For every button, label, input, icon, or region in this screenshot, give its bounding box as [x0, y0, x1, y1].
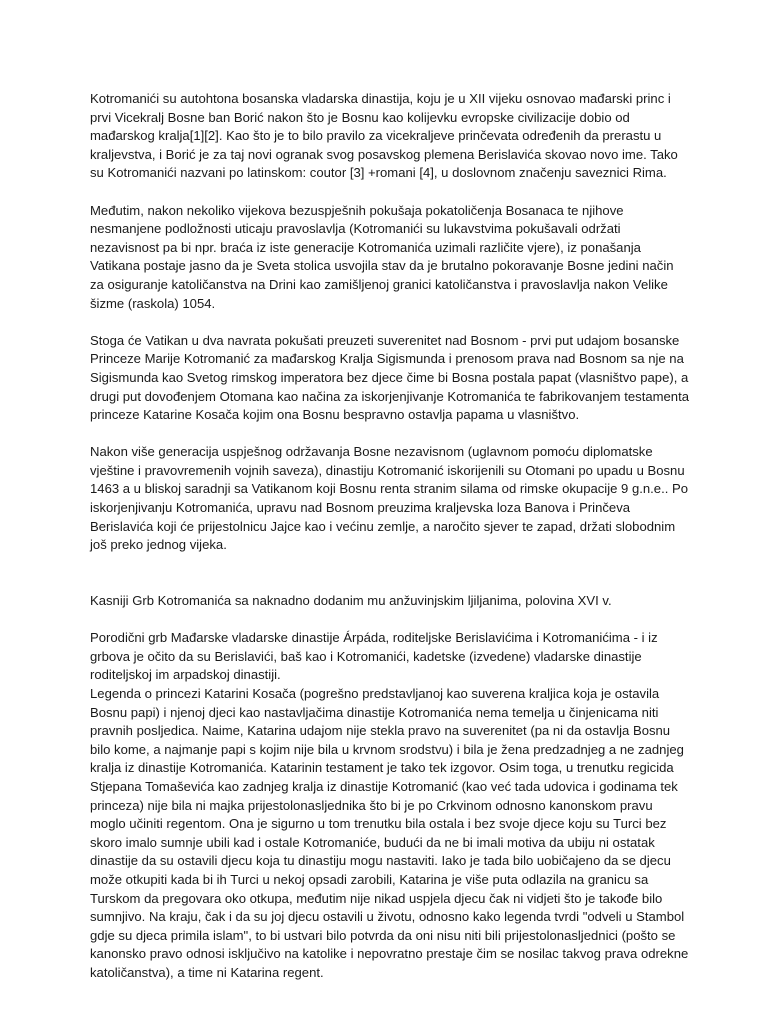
paragraph-origin: Kotromanići su autohtona bosanska vladarska dinastija, koju je u XII vijeku osnovao mađarski princ i prvi Vicekralj Bosne ban Borić nakon što je Bosnu kao kolijevku evropske civilizacije dobio od mađarskog kralja[1][2]. Kao što je to bilo pravilo za vicekraljeve prinčevata određenih da prerastu u kraljevstva, i Borić je za taj novi ogranak svog posavskog plemena Berislavića skovao novo ime. Tako su Kotromanići nazvani po latinskom: coutor [3] +romani [4], u doslovnom značenju saveznici Rima. — [90, 91, 678, 181]
document-page — [90, 90, 690, 983]
caption-coat-of-arms-arpad: Porodični grb Mađarske vladarske dinastije Árpáda, roditeljske Berislavićima i Kotromanićima - i iz grbova je očito da su Berislavići, baš kao i Kotromanići, kadetske (izvedene) vladarske dinastije roditeljskoj im arpadskoj dinastiji. — [90, 630, 658, 683]
paragraph-independence: Nakon više generacija uspješnog održavanja Bosne nezavisnom (uglavnom pomoću diplomatske vještine i pravovremenih vojnih saveza), dinastiju Kotromanić iskorijenili su Otomani po upadu u Bosnu 1463 a u bliskoj saradnji sa Vatikanom koji Bosnu renta stranim silama od rimske okupacije 9 g.n.e.. Po iskorjenjivanju Kotromanića, upravu nad Bosnom preuzima kraljevska loza Banova i Prinčeva Berislavića koji će prijestolnicu Jajce kao i većinu zemlje, a naročito sjever te zapad, držati slobodnim još preko jednog vijeka. — [90, 444, 689, 553]
paragraph-sovereignty-attempts: Stoga će Vatikan u dva navrata pokušati preuzeti suverenitet nad Bosnom - prvi put udajom bosanske Princeze Marije Kotromanić za mađarskog Kralja Sigismunda i prenosom prava nad Bosnom sa nje na Sigismunda kao Svetog rimskog imperatora bez djece čime bi Bosna postala papat (vlasništvo pape), a drugi put dovođenjem Otomana kao načina za iskorjenjivanje Kotromanića te fabrikovanjem testamenta princeze Katarine Kosača kojim ona Bosnu bespravno ostavlja papama u vlasništvo. — [90, 332, 690, 423]
caption-coat-of-arms-kotromanic: Kasniji Grb Kotromanića sa naknadno dodanim mu anžuvinjskim ljiljanima, polovina XVI v. — [90, 593, 612, 609]
paragraph-vatican-stance: Međutim, nakon nekoliko vijekova bezuspješnih pokušaja pokatoličenja Bosanaca te njihove nesmanjene podložnosti uticaju pravoslavlja (Kotromanići su lukavstvima pokušavali održati nezavisnost pa bi npr. braća iz iste generacije Kotromanića uzimali različite vjere), iz ponašanja Vatikana postaje jasno da je Sveta stolica usvojila stav da je brutalno pokoravanje Bosne jedini način za osiguranje katoličanstva na Drini kao zamišljenoj granici katoličanstva i pravoslavlja nakon Velike šizme (raskola) 1054. — [90, 202, 674, 311]
spacer — [90, 573, 690, 592]
paragraph-katarina-legend: Legenda o princezi Katarini Kosača (pogrešno predstavljanoj kao suverena kraljica koja je ostavila Bosnu papi) i njenoj djeci kao nastavljačima dinastije Kotromanića nema temelja u činjenicama niti pravnih posljedica. Naime, Katarina udajom nije stekla pravo na suverenitet (pa ni da ostavlja Bosnu bilo kome, a najmanje papi s kojim nije bila u krvnom srodstvu) i bila je žena predzadnjeg a ne zadnjeg kralja iz dinastije Kotromanića. Katarinin testament je tako tek izgovor. Osim toga, u trenutku regicida Stjepana Tomaševića kao zadnjeg kralja iz dinastije Kotromanić (kao već tada udovica i godinama tek princeza) nije bila ni majka prijestolonasljednika što bi je po Crkvinom odnosno kanonskom pravu moglo učiniti regentom. Ona je sigurno u tom trenutku bila ostala i bez svoje djece koju su Turci bez skoro imalo sumnje ubili kad i ostale Kotromaniće, budući da ne bi imali motiva da ubiju ni ostatak dinastije da su ostavili djecu koja tu dinastiju mogu nastaviti. Iako je tada bilo uobičajeno da se djecu može otkupiti kada bi ih Turci u nekoj opsadi zarobili, Katarina je više puta odlazila na granicu sa Turskom da pregovara oko otkupa, međutim nije nikad uspjela djecu čak ni vidjeti što je takođe bilo sumnjivo. Na kraju, čak i da su joj djecu ostavili u životu, odnosno kako legenda tvrdi "odveli u Stambol gdje su djeca primila islam", to bi ustvari bilo potvrda da oni nisu niti bili prijestolonasljednici (pošto se kanonsko pravo odnosi isključivo na katolike i nepovratno prestaje čim se nosilac takvog prava odrekne katoličanstva), a time ni Katarina regent. — [90, 686, 689, 980]
